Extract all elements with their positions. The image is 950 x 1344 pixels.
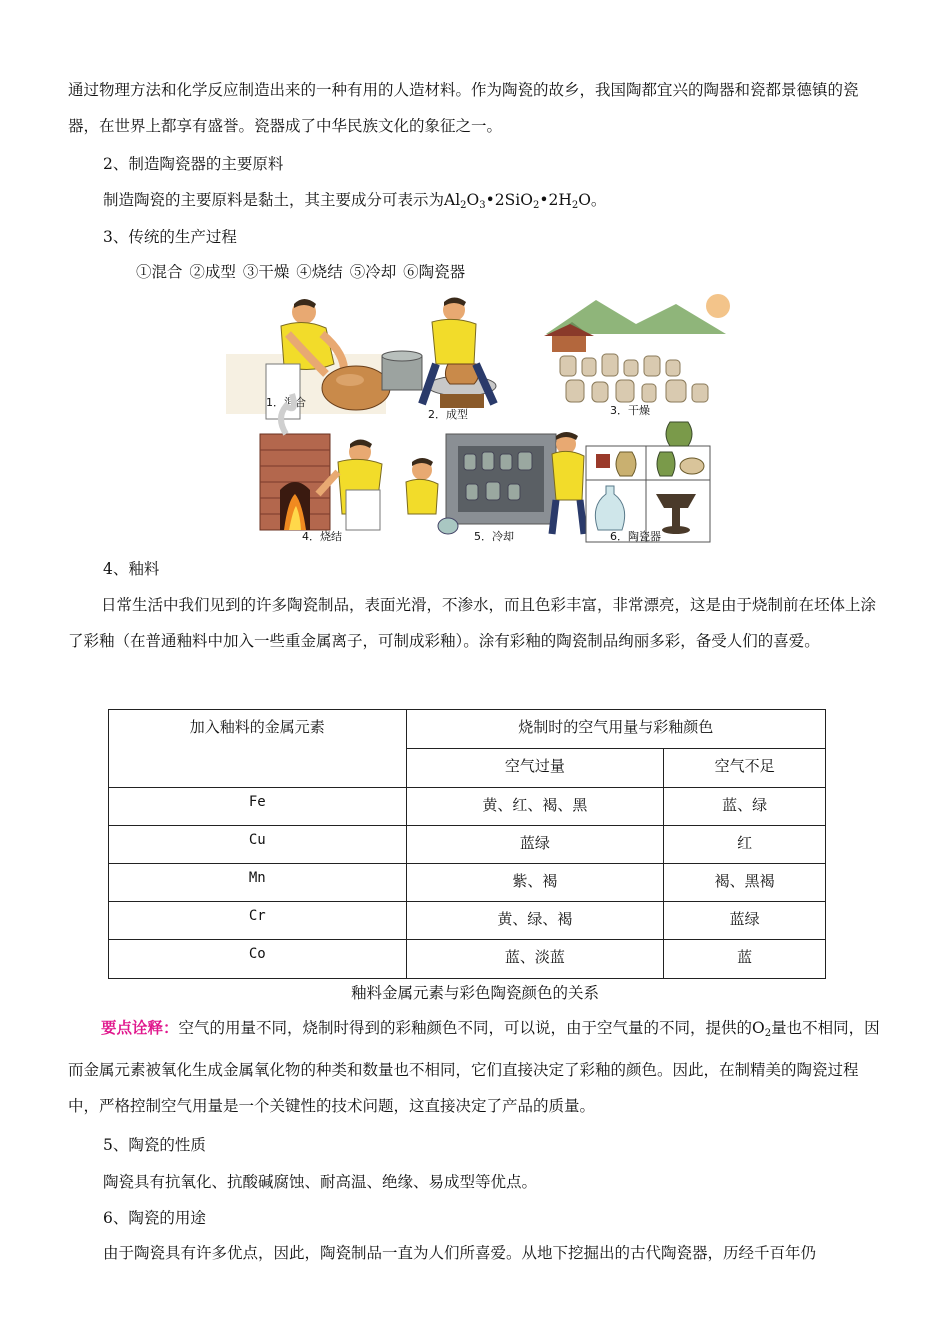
section3-heading: 3、传统的生产过程: [103, 228, 237, 246]
section6-heading: 6、陶瓷的用途: [103, 1209, 206, 1227]
cell-excess: 紫、褐: [406, 864, 664, 902]
fig-label-1: 1．混合: [266, 396, 306, 409]
section5-heading: 5、陶瓷的性质: [103, 1136, 206, 1154]
key-note-label: 要点诠释：: [101, 1018, 179, 1037]
glaze-color-table: [108, 709, 826, 979]
table-header-excess: 空气过量: [406, 749, 664, 788]
panel-shaping: [382, 298, 496, 409]
table-row: [109, 826, 826, 864]
section4-text: 日常生活中我们见到的许多陶瓷制品，表面光滑，不渗水，而且色彩丰富，非常漂亮，这是由于烧制前在坯体上涂了彩釉（在普通釉料中加入一些重金属离子，可制成彩釉）。涂有彩釉的陶瓷制品绚丽多彩，备受人们的喜爱。: [68, 596, 877, 650]
table-header-element: 加入釉料的金属元素: [109, 710, 407, 788]
panel-cooling: [406, 432, 584, 534]
panel-ceramics: [586, 422, 710, 542]
cell-element: Fe: [109, 788, 407, 826]
cell-excess: 黄、绿、褐: [406, 902, 664, 940]
cell-lack: 褐、黑褐: [664, 864, 826, 902]
key-note-paragraph: 要点诠释：空气的用量不同，烧制时得到的彩釉颜色不同，可以说，由于空气量的不同，提供的$O_2$量也不相同，因而金属元素被氧化生成金属氧化物的种类和数量也不相同，它们直接决定了彩釉的颜色。因此，在制精美的陶瓷过程中，严格控制空气用量是一个关键性的技术问题，这直接决定了产品的质量。: [68, 1018, 880, 1115]
panel-drying: [544, 294, 730, 402]
table-header-lack: 空气不足: [664, 749, 826, 788]
cell-excess: 黄、红、褐、黑: [406, 788, 664, 826]
table-row: [109, 864, 826, 902]
cell-element: Cr: [109, 902, 407, 940]
cell-excess: 蓝绿: [406, 826, 664, 864]
table-header-group: 烧制时的空气用量与彩釉颜色: [406, 710, 825, 749]
section4-heading: 4、釉料: [103, 560, 160, 578]
intro-paragraph: 通过物理方法和化学反应制造出来的一种有用的人造材料。作为陶瓷的故乡，我国陶都宜兴的陶器和瓷都景德镇的瓷器，在世界上都享有盛誉。瓷器成了中华民族文化的象征之一。: [68, 81, 859, 135]
cell-element: Cu: [109, 826, 407, 864]
fig-label-4: 4．烧结: [302, 530, 342, 543]
fig-label-6: 6．陶瓷器: [610, 530, 661, 543]
table-row: [109, 902, 826, 940]
table-caption: 釉料金属元素与彩色陶瓷颜色的关系: [350, 984, 599, 1002]
section5-text: 陶瓷具有抗氧化、抗酸碱腐蚀、耐高温、绝缘、易成型等优点。: [103, 1173, 538, 1191]
cell-excess: 蓝、淡蓝: [406, 940, 664, 979]
fig-label-5: 5．冷却: [474, 530, 514, 543]
section2-text: 制造陶瓷的主要原料是黏土，其主要成分可表示为$Al_2O_3•2SiO_2•2H_2O$。: [103, 191, 607, 211]
section6-text: 由于陶瓷具有许多优点，因此，陶瓷制品一直为人们所喜爱。从地下挖掘出的古代陶瓷器，历经千百年仍: [103, 1244, 817, 1262]
cell-element: Mn: [109, 864, 407, 902]
production-process-illustration: [226, 294, 738, 544]
fig-label-2: 2．成型: [428, 408, 468, 421]
section2-heading: 2、制造陶瓷器的主要原料: [103, 155, 284, 173]
cell-lack: 蓝、绿: [664, 788, 826, 826]
table-row: [109, 940, 826, 979]
process-steps: ①混合 ②成型 ③干燥 ④烧结 ⑤冷却 ⑥陶瓷器: [136, 263, 466, 281]
cell-lack: 蓝绿: [664, 902, 826, 940]
cell-lack: 蓝: [664, 940, 826, 979]
fig-label-3: 3．干燥: [610, 404, 650, 417]
panel-mixing: [226, 299, 390, 419]
cell-element: Co: [109, 940, 407, 979]
table-row: [109, 788, 826, 826]
cell-lack: 红: [664, 826, 826, 864]
